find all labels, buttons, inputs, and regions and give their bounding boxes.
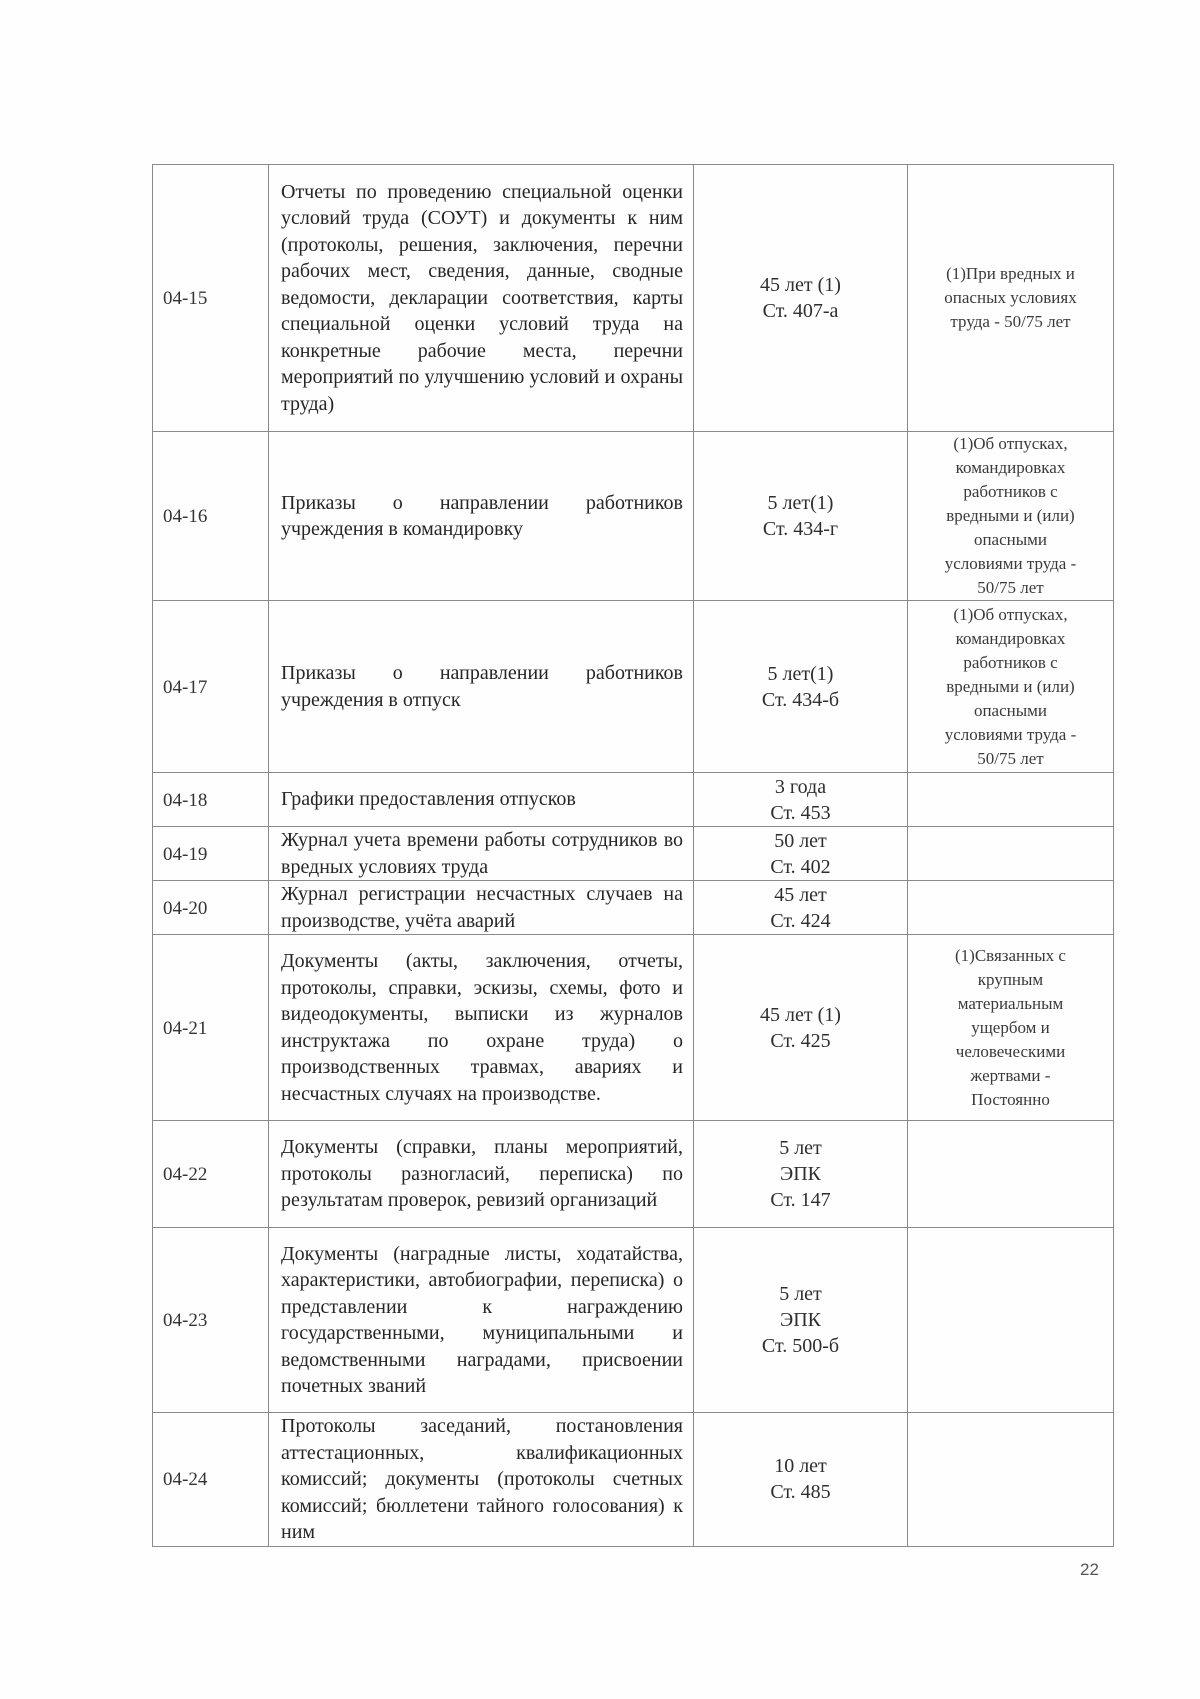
note-line: 50/75 лет [977, 578, 1044, 597]
note-line: опасными [973, 700, 1048, 720]
note-line: условиями труда - [944, 724, 1077, 744]
table-row [153, 1228, 1114, 1413]
note-line: 50/75 лет [977, 748, 1044, 768]
row-title-text: Журнал учета времени работы сотрудников во вредных условиях труда [281, 829, 683, 878]
term-line: Ст. 485 [770, 1481, 831, 1504]
table-row [153, 827, 1114, 881]
note-line: (1)Об отпусках, [953, 434, 1068, 453]
row-title-text: Журнал регистрации несчастных случаев на производстве, учёта аварий [281, 883, 683, 932]
page-number: 22 [1080, 1560, 1099, 1579]
row-term [694, 1228, 908, 1413]
table-row [153, 432, 1114, 601]
row-title [269, 827, 694, 881]
term-line: 5 лет [779, 1137, 822, 1159]
row-title-text: Приказы о направлении работников учреждения в командировку [281, 491, 683, 540]
row-note [908, 601, 1114, 773]
row-index: 04-18 [153, 773, 269, 827]
row-title-text: Протоколы заседаний, постановления аттестационных, квалификационных комиссий; документы (протоколы счетных комиссий; бюллетени тайного голосования) к ним [281, 1415, 683, 1543]
records-table [152, 164, 1114, 1547]
note-line: условиями труда - [944, 554, 1077, 573]
term-line: 45 лет [774, 883, 827, 906]
row-title-text: Документы (акты, заключения, отчеты, протоколы, справки, эскизы, схемы, фото и видеодокументы, выписки из журналов инструктажа по охране труда) о производственных травмах, авариях и несчастных случаях на производстве. [281, 950, 683, 1105]
term-line: Ст. 147 [770, 1189, 831, 1211]
term-line: 45 лет (1) [760, 1003, 841, 1026]
records-table-body [153, 165, 1114, 1547]
note-line: командировках [955, 628, 1066, 648]
row-index: 04-15 [153, 165, 269, 432]
row-term [694, 601, 908, 773]
row-term [694, 165, 908, 432]
note-line: (1)Связанных с [955, 945, 1066, 965]
note-line: ущербом и [971, 1017, 1050, 1037]
term-line: Ст. 402 [770, 855, 831, 878]
row-title [269, 881, 694, 935]
term-line: Ст. 453 [770, 801, 831, 824]
row-title [269, 165, 694, 432]
note-line: вредными и (или) [946, 676, 1075, 696]
row-note [908, 165, 1114, 432]
note-line: работников с [963, 482, 1058, 501]
row-title-text: Документы (наградные листы, ходатайства, характеристики, автобиографии, переписка) о представлении к награждению государственными, муниципальными и ведомственными наградами, присвоении почетных званий [281, 1242, 683, 1397]
row-term [694, 827, 908, 881]
note-line: (1)Об отпусках, [953, 604, 1068, 624]
row-index: 04-20 [153, 881, 269, 935]
row-note [908, 1413, 1114, 1547]
row-index: 04-22 [153, 1121, 269, 1228]
row-index: 04-24 [153, 1413, 269, 1547]
row-index: 04-19 [153, 827, 269, 881]
row-note [908, 881, 1114, 935]
note-line: человеческими [955, 1041, 1066, 1061]
row-term [694, 1121, 908, 1228]
row-title [269, 935, 694, 1121]
note-line: крупным [977, 969, 1044, 989]
note-line: материальным [957, 993, 1064, 1013]
table-row [153, 165, 1114, 432]
row-title [269, 1228, 694, 1413]
term-line: 10 лет [774, 1455, 827, 1478]
row-term [694, 935, 908, 1121]
note-line: работников с [963, 652, 1058, 672]
row-term [694, 1413, 908, 1547]
note-line: опасных условиях [944, 288, 1077, 307]
term-line: 5 лет(1) [767, 492, 834, 514]
row-title-text: Приказы о направлении работников учреждения в отпуск [281, 662, 683, 711]
row-note [908, 1121, 1114, 1228]
term-line: 50 лет [774, 829, 827, 852]
table-row [153, 773, 1114, 827]
row-title-text: Графики предоставления отпусков [281, 788, 576, 811]
term-line: 3 года [774, 775, 827, 798]
row-index: 04-17 [153, 601, 269, 773]
note-line: вредными и (или) [946, 506, 1075, 525]
term-line: Ст. 425 [770, 1029, 831, 1052]
term-line: ЭПК [780, 1163, 821, 1185]
note-line: командировках [955, 458, 1066, 477]
note-line: Постоянно [971, 1089, 1050, 1109]
row-title [269, 1413, 694, 1547]
term-line: Ст. 407-а [762, 300, 839, 322]
term-line: Ст. 500-б [761, 1335, 840, 1357]
row-title [269, 1121, 694, 1228]
term-line: ЭПК [780, 1309, 821, 1331]
row-note [908, 935, 1114, 1121]
row-term [694, 881, 908, 935]
note-line: опасными [973, 530, 1048, 549]
row-title-text: Отчеты по проведению специальной оценки условий труда (СОУТ) и документы к ним (протоколы, решения, заключения, перечни рабочих мест, сведения, данные, сводные ведомости, декларации соответствия, карты специальной оценки условий труда на конкретные рабочие места, перечни мероприятий по улучшению условий и охраны труда) [281, 180, 683, 415]
note-line: жертвами - [970, 1065, 1051, 1085]
row-title-text: Документы (справки, планы мероприятий, протоколы разногласий, переписка) по результатам проверок, ревизий организаций [281, 1136, 683, 1212]
row-term [694, 432, 908, 601]
table-row [153, 881, 1114, 935]
table-row [153, 1121, 1114, 1228]
table-row [153, 601, 1114, 773]
row-title [269, 432, 694, 601]
term-line: Ст. 434-г [762, 518, 839, 540]
term-line: 5 лет(1) [767, 662, 834, 685]
row-term [694, 773, 908, 827]
term-line: Ст. 434-б [761, 688, 840, 711]
note-line: труда - 50/75 лет [950, 312, 1071, 331]
row-title [269, 601, 694, 773]
table-row [153, 935, 1114, 1121]
row-note [908, 827, 1114, 881]
term-line: Ст. 424 [770, 909, 831, 932]
row-index: 04-23 [153, 1228, 269, 1413]
row-index: 04-21 [153, 935, 269, 1121]
table-row [153, 1413, 1114, 1547]
note-line: (1)При вредных и [946, 264, 1075, 283]
row-title [269, 773, 694, 827]
row-note [908, 432, 1114, 601]
term-line: 45 лет (1) [760, 274, 841, 296]
row-index: 04-16 [153, 432, 269, 601]
row-note [908, 1228, 1114, 1413]
term-line: 5 лет [779, 1283, 822, 1305]
row-note [908, 773, 1114, 827]
